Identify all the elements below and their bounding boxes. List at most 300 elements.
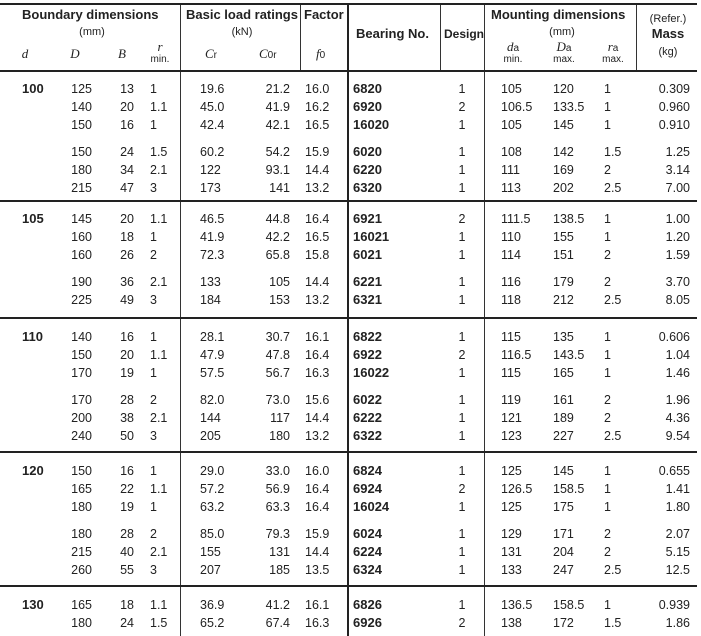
col-Da-symbol: Da [556, 39, 572, 54]
cell-ra: 1 [604, 230, 611, 244]
cell-bearing: 6322 [353, 428, 382, 443]
cell-da: 125 [501, 500, 522, 514]
cell-cr: 47.9 [200, 348, 225, 362]
cell-da: 125 [501, 464, 522, 478]
col-r-limit: min. [150, 54, 170, 65]
cell-b: 16 [120, 330, 134, 344]
cell-design: 2 [458, 616, 466, 630]
cell-f0: 16.3 [305, 366, 330, 380]
cell-design: 1 [458, 429, 466, 443]
cell-f0: 14.4 [305, 545, 330, 559]
divider-bearing-design [440, 4, 441, 70]
cell-cr: 133 [200, 275, 221, 289]
cell-mass: 1.04 [665, 348, 690, 362]
col-B-symbol: B [118, 46, 126, 61]
cell-ra: 2 [604, 393, 611, 407]
cell-cr: 60.2 [200, 145, 225, 159]
cell-d: 150 [71, 145, 92, 159]
cell-f0: 16.2 [305, 100, 330, 114]
cell-c0r: 67.4 [265, 616, 290, 630]
cell-design: 2 [458, 100, 466, 114]
cell-ra: 2 [604, 248, 611, 262]
cell-c0r: 42.1 [265, 118, 290, 132]
cell-f0: 16.3 [305, 616, 330, 630]
cell-cr: 28.1 [200, 330, 225, 344]
cell-ra: 2.5 [604, 429, 622, 443]
cell-r: 1 [150, 330, 157, 344]
cell-ra: 2 [604, 411, 611, 425]
cell-da: 108 [501, 145, 522, 159]
cell-d: 225 [71, 293, 92, 307]
cell-ra: 1 [604, 482, 611, 496]
cell-cr: 57.2 [200, 482, 225, 496]
cell-da: 106.5 [501, 100, 533, 114]
cell-c0r: 21.2 [265, 82, 290, 96]
cell-d: 170 [71, 366, 92, 380]
cell-ra: 1 [604, 82, 611, 96]
cell-da: 143.5 [553, 348, 585, 362]
cell-r: 1.1 [150, 598, 168, 612]
cell-da: 136.5 [501, 598, 533, 612]
cell-cr: 57.5 [200, 366, 225, 380]
cell-c0r: 42.2 [265, 230, 290, 244]
cell-da: 115 [501, 330, 521, 344]
cell-mass: 1.80 [665, 500, 690, 514]
cell-da: 110 [501, 230, 521, 244]
cell-design: 1 [458, 545, 466, 559]
cell-da: 204 [553, 545, 574, 559]
cell-r: 1.1 [150, 482, 168, 496]
cell-design: 1 [458, 464, 466, 478]
bore-diameter-label: 110 [22, 329, 43, 344]
cell-d: 260 [71, 563, 92, 577]
cell-ra: 1.5 [604, 616, 622, 630]
cell-r: 1 [150, 500, 157, 514]
cell-cr: 207 [200, 563, 221, 577]
divider-design-mounting [484, 4, 485, 636]
col-r-symbol: r [157, 39, 163, 54]
cell-da: 158.5 [553, 598, 585, 612]
cell-b: 40 [120, 545, 134, 559]
cell-b: 55 [120, 563, 134, 577]
cell-design: 1 [458, 275, 466, 289]
cell-r: 2.1 [150, 545, 168, 559]
cell-bearing: 6022 [353, 392, 382, 407]
cell-d: 160 [71, 230, 92, 244]
cell-cr: 65.2 [200, 616, 225, 630]
cell-b: 19 [120, 366, 134, 380]
mass-heading: Mass [651, 26, 685, 41]
cell-mass: 3.70 [665, 275, 690, 289]
cell-mass: 1.96 [665, 393, 690, 407]
cell-design: 1 [458, 393, 466, 407]
cell-cr: 63.2 [200, 500, 225, 514]
cell-da: 155 [553, 230, 574, 244]
refer-label: (Refer.) [649, 13, 687, 25]
cell-r: 2 [150, 248, 157, 262]
cell-da: 165 [553, 366, 574, 380]
cell-d: 145 [71, 212, 92, 226]
cell-ra: 1 [604, 330, 611, 344]
cell-b: 20 [120, 212, 134, 226]
cell-b: 16 [120, 118, 134, 132]
cell-da: 189 [553, 411, 574, 425]
cell-bearing: 6320 [353, 180, 382, 195]
cell-r: 3 [150, 181, 157, 195]
cell-bearing: 6921 [353, 211, 382, 226]
cell-f0: 14.4 [305, 411, 330, 425]
cell-design: 1 [458, 366, 466, 380]
cell-mass: 1.20 [665, 230, 690, 244]
cell-bearing: 6820 [353, 81, 382, 96]
header-bottom-rule [0, 70, 697, 72]
cell-bearing: 6220 [353, 162, 382, 177]
cell-bearing: 6324 [353, 562, 382, 577]
group-separator-rule [0, 317, 697, 319]
cell-bearing: 16021 [353, 229, 390, 244]
cell-bearing: 6826 [353, 597, 382, 612]
cell-d: 125 [71, 82, 92, 96]
col-ra-limit: max. [602, 54, 624, 65]
bore-diameter-label: 120 [22, 463, 44, 478]
cell-b: 24 [120, 616, 134, 630]
cell-c0r: 41.2 [265, 598, 290, 612]
cell-c0r: 153 [269, 293, 290, 307]
cell-c0r: 73.0 [265, 393, 290, 407]
cell-mass: 1.86 [665, 616, 690, 630]
cell-b: 49 [120, 293, 134, 307]
col-ra-symbol: ra [607, 39, 619, 54]
cell-da: 123 [501, 429, 522, 443]
cell-f0: 14.4 [305, 275, 330, 289]
cell-bearing: 6021 [353, 247, 382, 262]
cell-d: 165 [71, 598, 92, 612]
cell-da: 111.5 [501, 212, 531, 226]
cell-mass: 1.41 [665, 482, 690, 496]
cell-c0r: 41.9 [265, 100, 290, 114]
cell-f0: 15.9 [305, 527, 330, 541]
divider-load-factor [300, 4, 301, 70]
cell-bearing: 16020 [353, 117, 390, 132]
cell-bearing: 6824 [353, 463, 382, 478]
cell-b: 38 [120, 411, 134, 425]
cell-ra: 2 [604, 163, 611, 177]
bore-diameter-label: 100 [22, 81, 44, 96]
cell-design: 1 [458, 500, 466, 514]
cell-design: 1 [458, 181, 466, 195]
cell-d: 165 [71, 482, 92, 496]
cell-cr: 184 [200, 293, 221, 307]
mounting-unit: (mm) [549, 26, 575, 38]
cell-r: 1.1 [150, 100, 168, 114]
cell-c0r: 105 [269, 275, 290, 289]
cell-da: 105 [501, 82, 522, 96]
cell-mass: 0.910 [658, 118, 690, 132]
cell-ra: 2.5 [604, 293, 622, 307]
cell-mass: 0.655 [658, 464, 690, 478]
cell-cr: 41.9 [200, 230, 225, 244]
cell-d: 215 [71, 181, 92, 195]
cell-mass: 1.25 [665, 145, 690, 159]
cell-c0r: 79.3 [265, 527, 290, 541]
cell-b: 36 [120, 275, 134, 289]
cell-b: 18 [120, 598, 134, 612]
cell-r: 2.1 [150, 275, 168, 289]
cell-d: 180 [71, 163, 92, 177]
cell-f0: 16.0 [305, 464, 330, 478]
cell-b: 26 [120, 248, 134, 262]
cell-mass: 12.5 [665, 563, 690, 577]
design-heading: Design [444, 27, 485, 41]
cell-d: 180 [71, 500, 92, 514]
cell-f0: 16.4 [305, 500, 330, 514]
cell-ra: 1 [604, 598, 611, 612]
cell-f0: 15.9 [305, 145, 330, 159]
cell-da: 114 [501, 248, 521, 262]
cell-f0: 13.2 [305, 293, 330, 307]
cell-d: 150 [71, 464, 92, 478]
cell-bearing: 6922 [353, 347, 382, 362]
cell-f0: 16.1 [305, 598, 330, 612]
divider-boundary-load [180, 4, 181, 636]
col-Da-limit: max. [553, 54, 575, 65]
cell-r: 1.5 [150, 145, 168, 159]
cell-b: 28 [120, 393, 134, 407]
cell-r: 1 [150, 464, 157, 478]
cell-da: 131 [501, 545, 522, 559]
cell-f0: 15.6 [305, 393, 330, 407]
cell-f0: 13.2 [305, 181, 330, 195]
cell-bearing: 6224 [353, 544, 382, 559]
cell-cr: 173 [200, 181, 221, 195]
cell-da: 247 [553, 563, 574, 577]
cell-r: 3 [150, 429, 157, 443]
cell-d: 200 [71, 411, 92, 425]
cell-mass: 1.00 [665, 212, 690, 226]
cell-design: 2 [458, 212, 466, 226]
col-c0r-symbol: C0r [259, 46, 277, 61]
cell-design: 1 [458, 82, 466, 96]
cell-design: 1 [458, 563, 466, 577]
cell-mass: 0.960 [658, 100, 690, 114]
cell-da: 138.5 [553, 212, 585, 226]
cell-da: 145 [553, 464, 574, 478]
cell-c0r: 93.1 [265, 163, 290, 177]
cell-da: 120 [553, 82, 574, 96]
cell-r: 2.1 [150, 163, 168, 177]
cell-b: 28 [120, 527, 134, 541]
cell-mass: 3.14 [665, 163, 690, 177]
col-D-symbol: D [70, 46, 80, 61]
cell-c0r: 131 [269, 545, 290, 559]
cell-b: 16 [120, 464, 134, 478]
col-da-symbol: da [506, 39, 520, 54]
cell-da: 116 [501, 275, 521, 289]
cell-da: 169 [553, 163, 574, 177]
cell-cr: 72.3 [200, 248, 225, 262]
cell-f0: 16.4 [305, 212, 330, 226]
load-ratings-unit: (kN) [231, 26, 253, 38]
cell-bearing: 6920 [353, 99, 382, 114]
cell-r: 1 [150, 366, 157, 380]
cell-mass: 8.05 [665, 293, 690, 307]
cell-bearing: 6926 [353, 615, 382, 630]
cell-da: 121 [501, 411, 522, 425]
cell-b: 20 [120, 348, 134, 362]
cell-da: 175 [553, 500, 574, 514]
cell-f0: 16.4 [305, 348, 330, 362]
cell-cr: 85.0 [200, 527, 225, 541]
cell-c0r: 65.8 [265, 248, 290, 262]
cell-f0: 13.2 [305, 429, 330, 443]
cell-r: 1 [150, 230, 157, 244]
cell-bearing: 16024 [353, 499, 390, 514]
cell-f0: 14.4 [305, 163, 330, 177]
cell-cr: 155 [200, 545, 221, 559]
cell-cr: 42.4 [200, 118, 225, 132]
cell-c0r: 33.0 [265, 464, 290, 478]
cell-b: 34 [120, 163, 134, 177]
cell-r: 1.5 [150, 616, 168, 630]
cell-cr: 46.5 [200, 212, 225, 226]
cell-bearing: 6321 [353, 292, 382, 307]
cell-mass: 1.46 [665, 366, 690, 380]
cell-da: 171 [553, 527, 574, 541]
cell-da: 115 [501, 366, 521, 380]
cell-ra: 1 [604, 500, 611, 514]
cell-mass: 1.59 [665, 248, 690, 262]
divider-mounting-mass [636, 4, 637, 70]
cell-r: 3 [150, 563, 157, 577]
cell-d: 180 [71, 616, 92, 630]
group-separator-rule [0, 585, 697, 587]
cell-f0: 13.5 [305, 563, 330, 577]
cell-da: 172 [553, 616, 574, 630]
cell-da: 227 [553, 429, 574, 443]
cell-c0r: 185 [269, 563, 290, 577]
cell-c0r: 180 [269, 429, 290, 443]
cell-bearing: 6221 [353, 274, 382, 289]
cell-mass: 5.15 [665, 545, 690, 559]
cell-ra: 2.5 [604, 563, 622, 577]
cell-d: 180 [71, 527, 92, 541]
cell-r: 1.1 [150, 212, 168, 226]
cell-c0r: 47.8 [265, 348, 290, 362]
cell-ra: 2 [604, 545, 611, 559]
cell-d: 150 [71, 348, 92, 362]
col-d-symbol: d [21, 46, 29, 61]
cell-r: 3 [150, 293, 157, 307]
cell-cr: 29.0 [200, 464, 225, 478]
cell-bearing: 6024 [353, 526, 382, 541]
cell-cr: 82.0 [200, 393, 225, 407]
cell-da: 129 [501, 527, 522, 541]
boundary-dimensions-heading: Boundary dimensions [22, 7, 159, 22]
cell-mass: 0.606 [658, 330, 690, 344]
cell-design: 1 [458, 598, 466, 612]
cell-ra: 1 [604, 366, 611, 380]
cell-bearing: 16022 [353, 365, 390, 380]
cell-ra: 2.5 [604, 181, 622, 195]
cell-design: 1 [458, 330, 466, 344]
cell-da: 158.5 [553, 482, 585, 496]
cell-da: 138 [501, 616, 522, 630]
cell-ra: 1 [604, 118, 611, 132]
cell-f0: 16.1 [305, 330, 330, 344]
cell-d: 160 [71, 248, 92, 262]
cell-d: 215 [71, 545, 92, 559]
cell-f0: 16.4 [305, 482, 330, 496]
cell-design: 1 [458, 293, 466, 307]
cell-da: 179 [553, 275, 574, 289]
bore-diameter-label: 130 [22, 597, 44, 612]
cell-c0r: 54.2 [265, 145, 290, 159]
cell-design: 1 [458, 411, 466, 425]
cell-f0: 15.8 [305, 248, 330, 262]
cell-c0r: 63.3 [265, 500, 290, 514]
cell-da: 126.5 [501, 482, 533, 496]
cell-cr: 205 [200, 429, 221, 443]
cell-f0: 16.5 [305, 230, 330, 244]
cell-cr: 122 [200, 163, 221, 177]
cell-mass: 7.00 [665, 181, 690, 195]
cell-r: 1.1 [150, 348, 168, 362]
cell-mass: 9.54 [665, 429, 690, 443]
cell-r: 2.1 [150, 411, 168, 425]
cell-da: 113 [501, 181, 521, 195]
cell-f0: 16.0 [305, 82, 330, 96]
cell-d: 140 [71, 330, 92, 344]
cell-d: 190 [71, 275, 92, 289]
cell-da: 118 [501, 293, 521, 307]
cell-c0r: 141 [269, 181, 290, 195]
cell-da: 135 [553, 330, 574, 344]
factor-heading: Factor [304, 7, 344, 22]
cell-ra: 1.5 [604, 145, 622, 159]
cell-r: 2 [150, 393, 157, 407]
mass-unit: (kg) [658, 46, 678, 58]
cell-design: 1 [458, 163, 466, 177]
cell-da: 145 [553, 118, 574, 132]
cell-da: 151 [553, 248, 574, 262]
cell-ra: 1 [604, 464, 611, 478]
cell-r: 1 [150, 118, 157, 132]
cell-da: 133.5 [553, 100, 585, 114]
cell-b: 24 [120, 145, 134, 159]
cell-design: 2 [458, 482, 466, 496]
cell-da: 202 [553, 181, 574, 195]
cell-d: 170 [71, 393, 92, 407]
bearing-no-heading: Bearing No. [356, 26, 429, 41]
cell-ra: 1 [604, 212, 611, 226]
col-da-limit: min. [503, 54, 523, 65]
cell-f0: 16.5 [305, 118, 330, 132]
cell-r: 1 [150, 82, 157, 96]
cell-design: 1 [458, 230, 466, 244]
table-top-rule [0, 3, 697, 5]
col-f0-symbol: f0 [316, 46, 326, 61]
group-separator-rule [0, 200, 697, 202]
bore-diameter-label: 105 [22, 211, 44, 226]
cell-da: 111 [501, 163, 521, 177]
group-separator-rule [0, 451, 697, 453]
col-cr-symbol: Cr [205, 46, 218, 61]
cell-b: 13 [120, 82, 134, 96]
cell-da: 116.5 [501, 348, 532, 362]
cell-da: 133 [501, 563, 522, 577]
cell-d: 240 [71, 429, 92, 443]
cell-b: 50 [120, 429, 134, 443]
